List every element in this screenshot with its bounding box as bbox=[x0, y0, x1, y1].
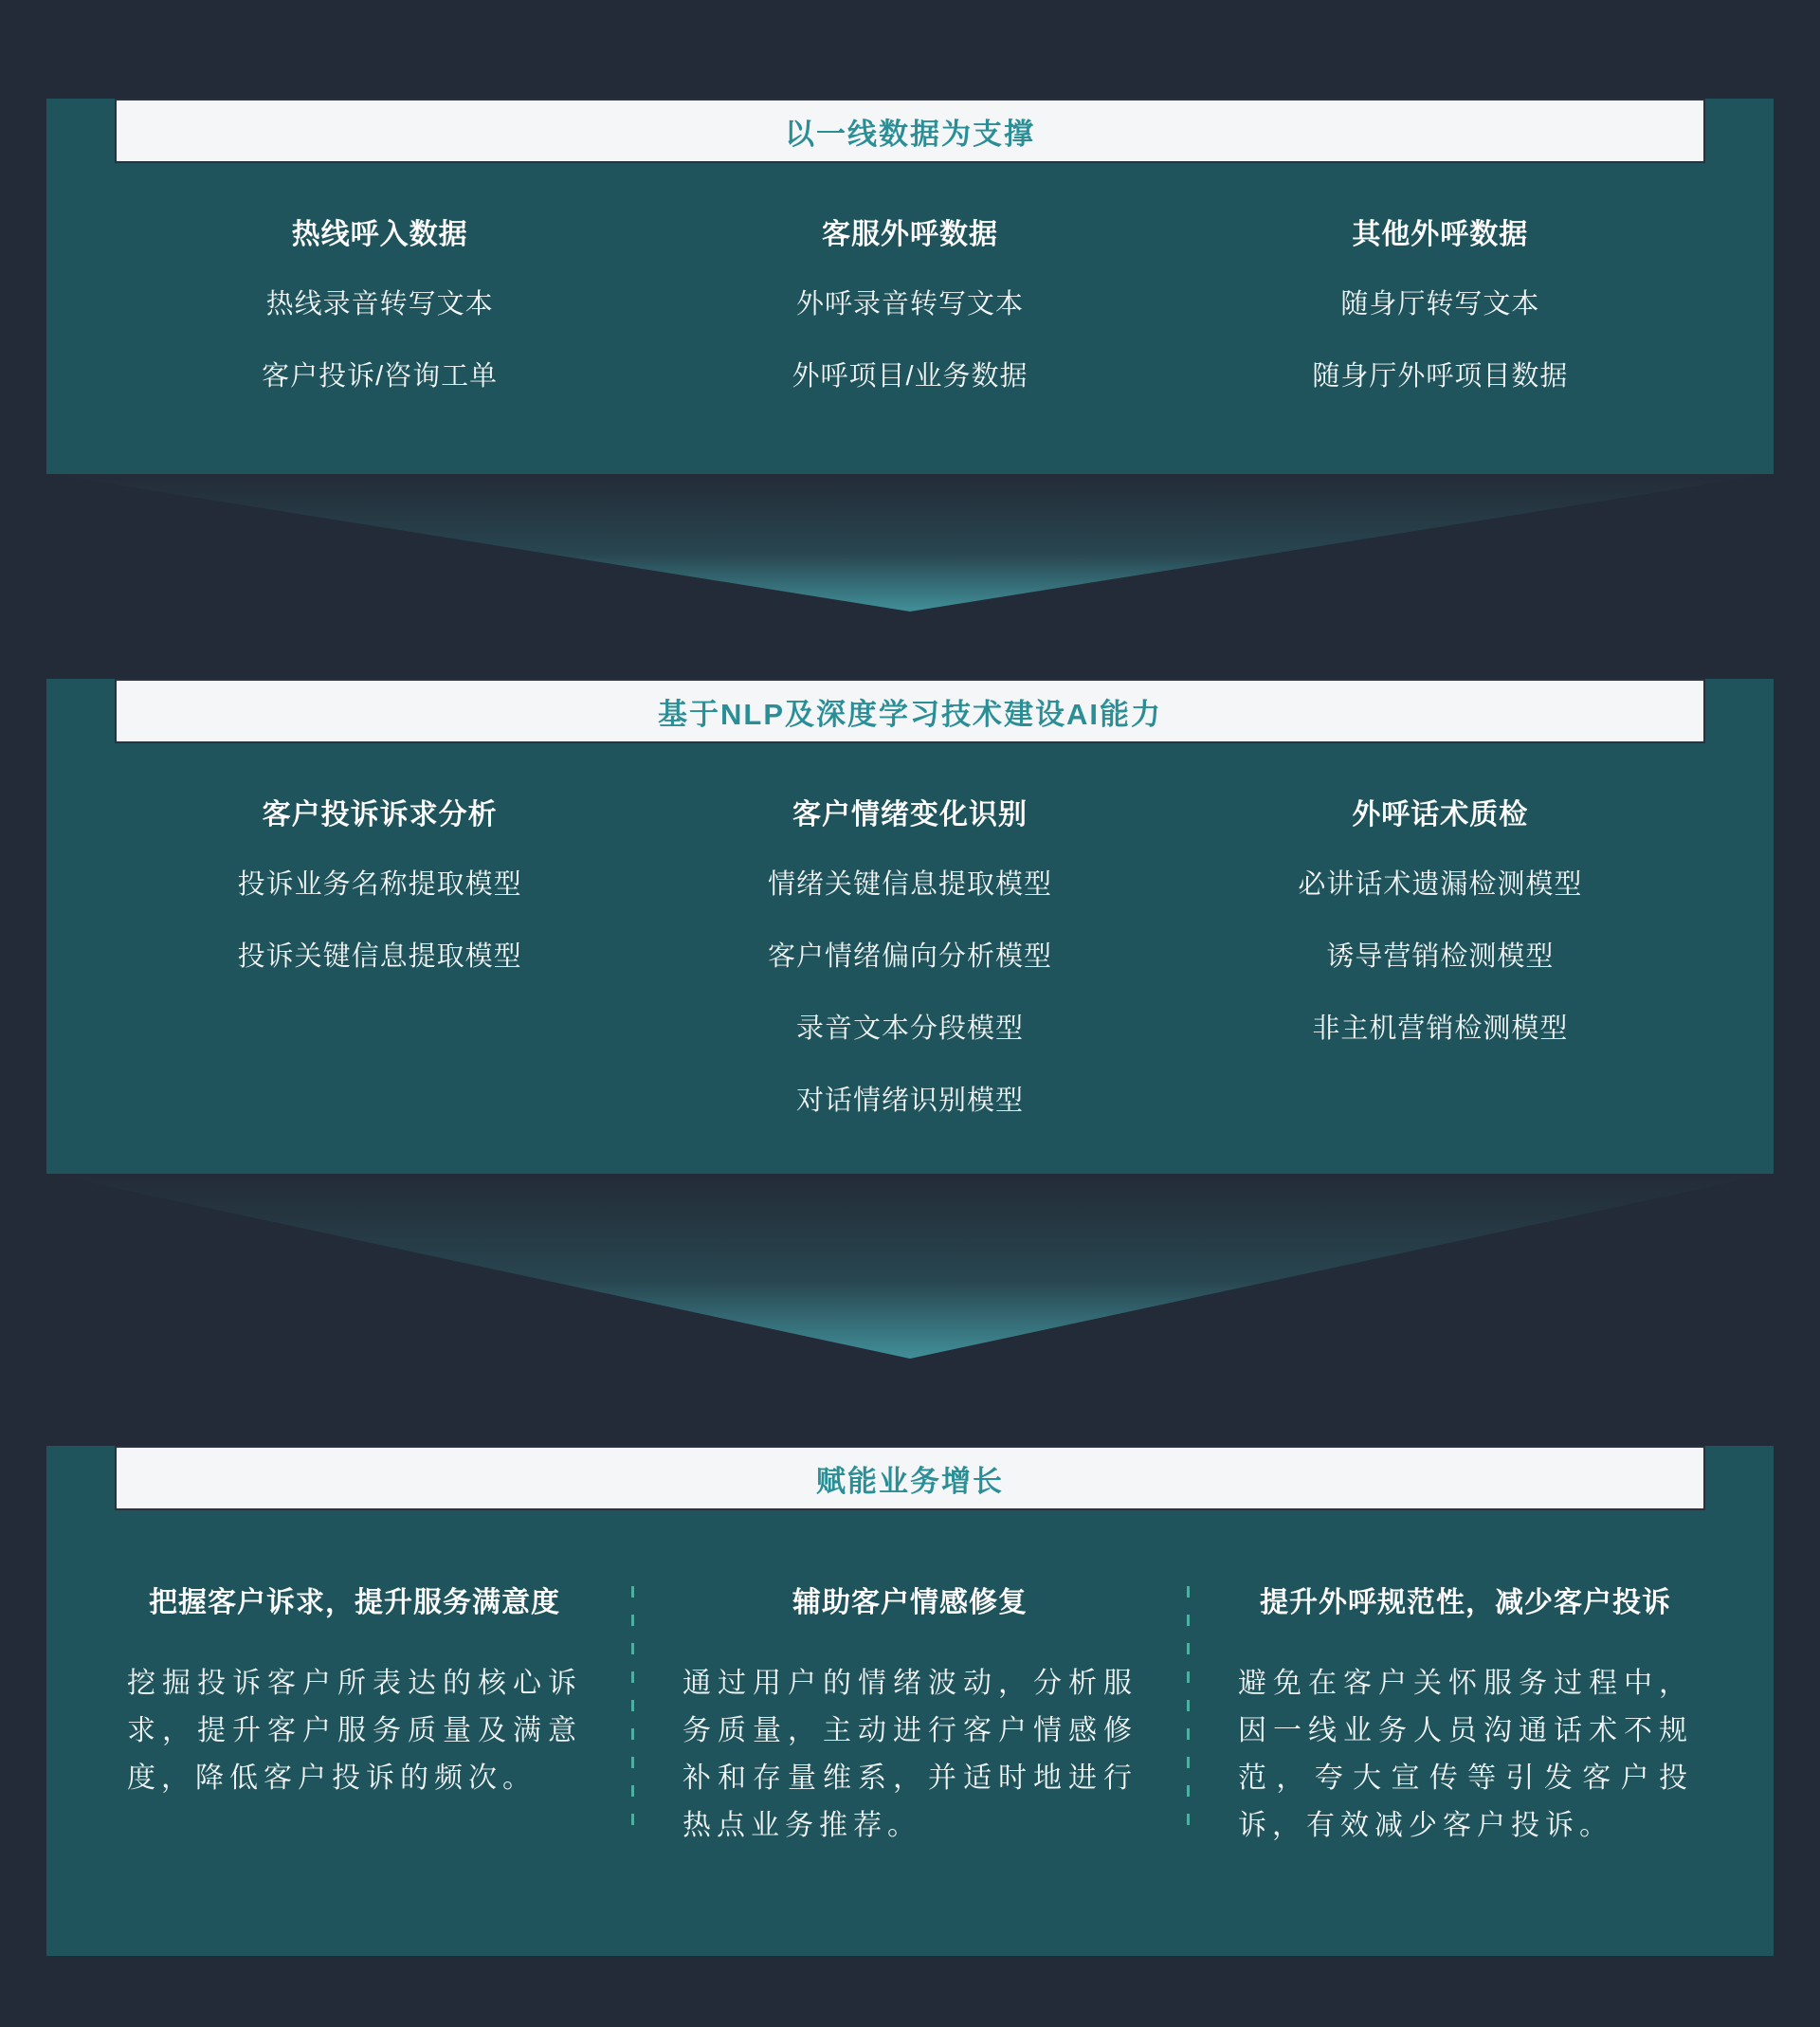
model-item: 情绪关键信息提取模型 bbox=[767, 869, 1052, 900]
data-item: 热线录音转写文本 bbox=[265, 289, 494, 320]
chevron-down-arrow-icon bbox=[48, 1174, 1772, 1359]
flow-gap bbox=[0, 474, 1820, 633]
section-business-growth bbox=[46, 1446, 1774, 1956]
column-heading: 辅助客户情感修复 bbox=[792, 1587, 1028, 1618]
column-heading: 客户情绪变化识别 bbox=[792, 799, 1028, 831]
column-improve-outbound-compliance bbox=[1238, 1579, 1693, 1850]
column-heading: 热线呼入数据 bbox=[291, 219, 468, 250]
section-title: 以一线数据为支撑 bbox=[785, 117, 1035, 151]
column-emotion-change-recognition bbox=[645, 791, 1174, 1151]
flow-gap bbox=[0, 1174, 1820, 1384]
column-description: 挖掘投诉客户所表达的核心诉求，提升客户服务质量及满意度，降低客户投诉的频次。 bbox=[127, 1668, 582, 1794]
column-description: 避免在客户关怀服务过程中，因一线业务人员沟通话术不规范，夸大宣传等引发客户投诉，有效减少客户投诉。 bbox=[1238, 1668, 1693, 1841]
data-item: 外呼项目/业务数据 bbox=[792, 361, 1028, 392]
column-heading: 其他外呼数据 bbox=[1352, 219, 1529, 250]
model-item: 非主机营销检测模型 bbox=[1312, 1014, 1569, 1044]
model-item: 必讲话术遗漏检测模型 bbox=[1298, 869, 1583, 900]
data-item: 外呼录音转写文本 bbox=[795, 289, 1024, 320]
column-heading: 客户投诉诉求分析 bbox=[262, 799, 498, 831]
column-outbound-service-data bbox=[645, 210, 1174, 427]
model-item: 投诉关键信息提取模型 bbox=[237, 941, 522, 972]
model-item: 诱导营销检测模型 bbox=[1326, 941, 1555, 972]
section-title-bar bbox=[115, 1446, 1705, 1510]
column-complaint-demand-analysis bbox=[115, 791, 645, 1007]
column-heading: 提升外呼规范性，减少客户投诉 bbox=[1260, 1587, 1671, 1618]
section-title: 赋能业务增长 bbox=[816, 1464, 1004, 1498]
section-ai-capabilities bbox=[46, 679, 1774, 1174]
model-item: 录音文本分段模型 bbox=[795, 1014, 1024, 1044]
model-item: 客户情绪偏向分析模型 bbox=[767, 941, 1052, 972]
column-description: 通过用户的情绪波动，分析服务质量，主动进行客户情感修补和存量维系，并适时地进行热点业务推荐。 bbox=[682, 1668, 1138, 1841]
growth-columns bbox=[127, 1579, 1693, 1850]
data-columns bbox=[115, 210, 1705, 427]
column-hotline-inbound-data bbox=[115, 210, 645, 427]
data-item: 客户投诉/咨询工单 bbox=[262, 361, 499, 392]
column-heading: 外呼话术质检 bbox=[1352, 799, 1529, 831]
dashed-vertical-divider bbox=[631, 1586, 634, 1842]
data-item: 随身厅外呼项目数据 bbox=[1312, 361, 1569, 392]
section-title: 基于NLP及深度学习技术建设AI能力 bbox=[658, 697, 1162, 731]
chevron-down-arrow-icon bbox=[48, 474, 1772, 612]
ai-columns bbox=[115, 791, 1705, 1151]
section-title-bar bbox=[115, 99, 1705, 163]
column-grasp-customer-demands bbox=[127, 1579, 582, 1802]
column-heading: 把握客户诉求，提升服务满意度 bbox=[149, 1587, 560, 1618]
data-item: 随身厅转写文本 bbox=[1340, 289, 1540, 320]
model-item: 投诉业务名称提取模型 bbox=[237, 869, 522, 900]
dashed-vertical-divider bbox=[1187, 1586, 1190, 1842]
section-data-sources bbox=[46, 99, 1774, 474]
column-assist-emotion-repair bbox=[682, 1579, 1138, 1850]
column-other-outbound-data bbox=[1175, 210, 1705, 427]
column-outbound-script-qc bbox=[1175, 791, 1705, 1079]
infographic-canvas bbox=[0, 99, 1820, 2027]
section-title-bar bbox=[115, 679, 1705, 743]
model-item: 对话情绪识别模型 bbox=[795, 1086, 1024, 1116]
column-heading: 客服外呼数据 bbox=[821, 219, 998, 250]
